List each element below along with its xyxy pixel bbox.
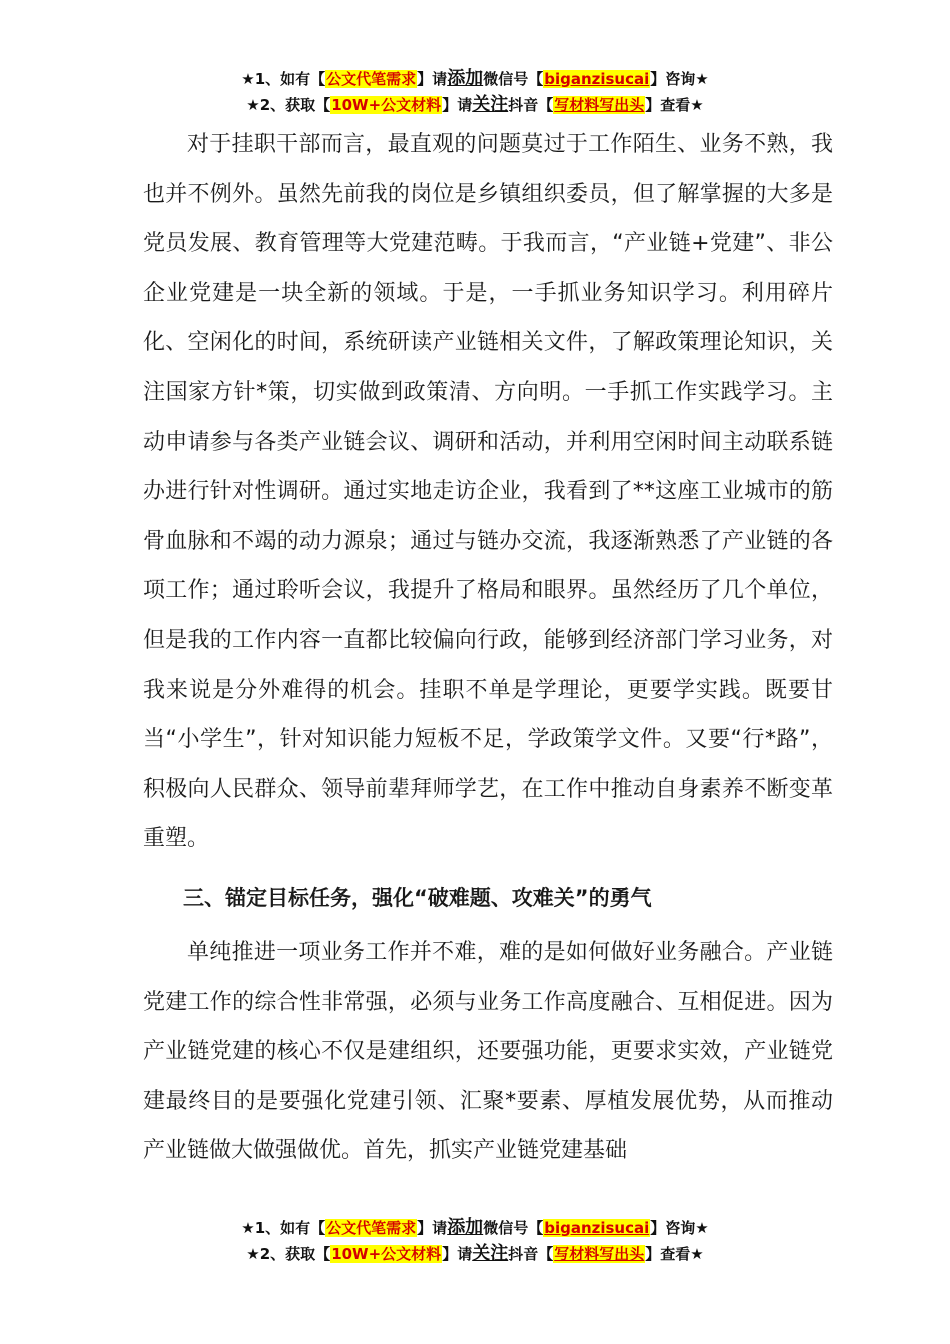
emphasis-follow: 关注 bbox=[472, 1243, 509, 1264]
emphasis-follow: 关注 bbox=[472, 94, 509, 115]
douyin-account-link[interactable]: 写材料写出头 bbox=[554, 96, 645, 114]
wechat-id-link[interactable]: biganzisucai bbox=[544, 1219, 650, 1237]
banner-line-2: ★2、获取【10W+公文材料】请关注抖音【写材料写出头】查看★ bbox=[246, 94, 704, 115]
body-paragraph: 对于挂职干部而言，最直观的问题莫过于工作陌生、业务不熟，我也并不例外。虽然先前我的岗位是乡镇组织委员，但了解掌握的大多是党员发展、教育管理等大党建范畴。于我而言，“产业链+党建”、非公企业党建是一块全新的领域。于是，一手抓业务知识学习。利用碎片化、空闲化的时间，系统研读产业链相关文件，了解政策理论知识，关注国家方针*策，切实做到政策清、方向明。一手抓工作实践学习。主动申请参与各类产业链会议、调研和活动，并利用空闲时间主动联系链办进行针对性调研。通过实地走访企业，我看到了**这座工业城市的筋骨血脉和不竭的动力源泉；通过与链办交流，我逐渐熟悉了产业链的各项工作；通过聆听会议，我提升了格局和眼界。虽然经历了几个单位，但是我的工作内容一直都比较偏向行政，能够到经济部门学习业务，对我来说是分外难得的机会。挂职不单是学理论，更要学实践。既要甘当“小学生”，针对知识能力短板不足，学政策学文件。又要“行*路”，积极向人民群众、领导前辈拜师学艺，在工作中推动自身素养不断变革重塑。 bbox=[143, 132, 833, 852]
banner-line-1: ★1、如有【公文代笔需求】请添加微信号【biganzisucai】咨询★ bbox=[241, 1217, 709, 1238]
header-banner bbox=[0, 66, 950, 118]
footer-banner bbox=[0, 1215, 950, 1267]
banner-line-2: ★2、获取【10W+公文材料】请关注抖音【写材料写出头】查看★ bbox=[246, 1243, 704, 1264]
document-body bbox=[143, 120, 833, 1176]
highlight-service: 公文代笔需求 bbox=[326, 1219, 417, 1237]
highlight-materials: 10W+公文材料 bbox=[331, 1245, 442, 1263]
highlight-materials: 10W+公文材料 bbox=[331, 96, 442, 114]
emphasis-add: 添加 bbox=[447, 1217, 484, 1238]
highlight-service: 公文代笔需求 bbox=[326, 70, 417, 88]
banner-line-1: ★1、如有【公文代笔需求】请添加微信号【biganzisucai】咨询★ bbox=[241, 68, 709, 89]
emphasis-add: 添加 bbox=[447, 68, 484, 89]
douyin-account-link[interactable]: 写材料写出头 bbox=[554, 1245, 645, 1263]
body-paragraph: 单纯推进一项业务工作并不难，难的是如何做好业务融合。产业链党建工作的综合性非常强，必须与业务工作高度融合、互相促进。因为产业链党建的核心不仅是建组织，还要强功能，更要求实效，产业链党建最终目的是要强化党建引领、汇聚*要素、厚植发展优势，从而推动产业链做大做强做优。首先，抓实产业链党建基础 bbox=[143, 939, 833, 1164]
section-heading: 三、锚定目标任务，强化“破难题、攻难关”的勇气 bbox=[183, 885, 652, 910]
wechat-id-link[interactable]: biganzisucai bbox=[544, 70, 650, 88]
